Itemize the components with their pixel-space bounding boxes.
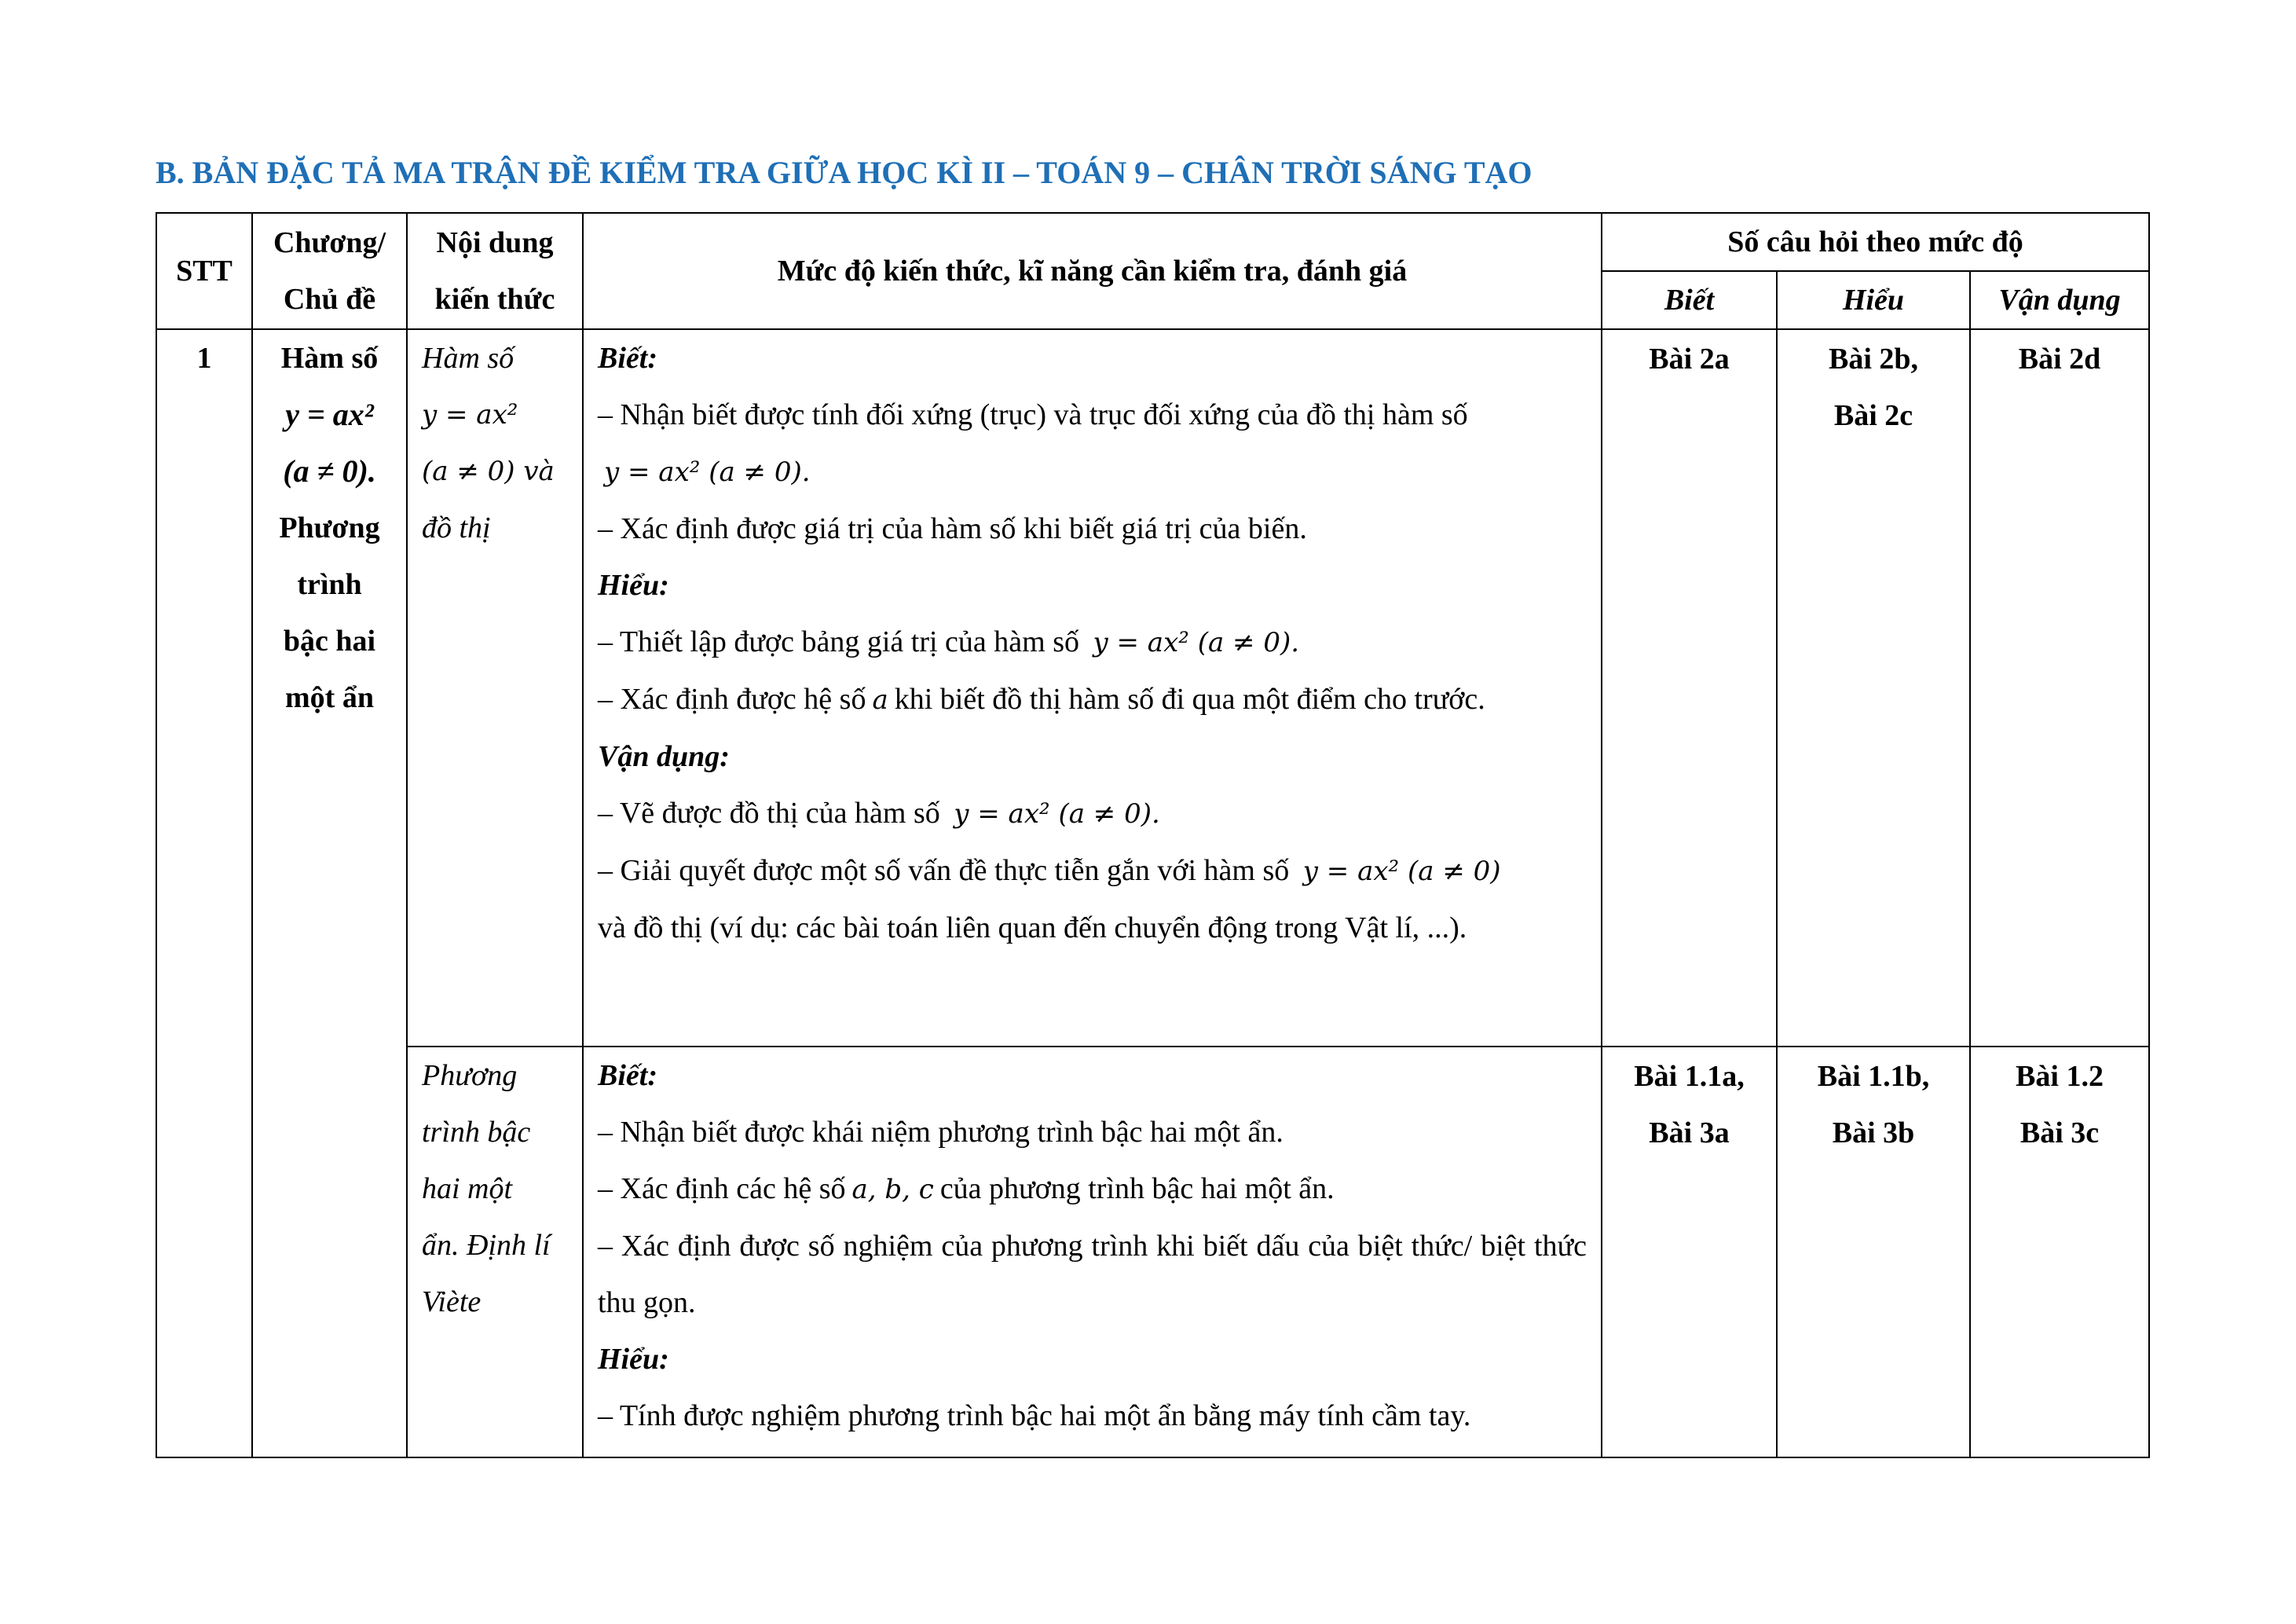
chapter-cell	[252, 329, 407, 1457]
chapter-name: Hàm số	[280, 342, 379, 375]
header-content-line1: Nội dung	[436, 226, 554, 259]
formula: y = ax² (a ≠ 0).	[1093, 627, 1300, 658]
count-know	[1602, 1047, 1777, 1457]
description-text: khi biết đồ thị hàm số đi qua một điểm cho trước.	[894, 683, 1485, 716]
description-item: – Nhận biết được khái niệm phương trình bậc hai một ẩn.	[598, 1116, 1283, 1149]
chapter-name2-line1: Phương	[279, 511, 380, 544]
formula: y = ax² (a ≠ 0).	[604, 456, 811, 488]
level-label-know: Biết:	[598, 1059, 657, 1092]
description-item: và đồ thị (ví dụ: các bài toán liên quan đến chuyển động trong Vật lí, ...).	[598, 911, 1467, 944]
description-text: – Xác định được hệ số	[598, 683, 866, 716]
header-chapter-line2: Chủ đề	[283, 283, 376, 316]
document-title: B. BẢN ĐẶC TẢ MA TRẬN ĐỀ KIỂM TRA GIỮA HỌC KÌ II – TOÁN 9 – CHÂN TRỜI SÁNG TẠO	[156, 155, 1532, 190]
count-item: Bài 2c	[1833, 399, 1913, 432]
level-label-understand: Hiểu:	[598, 1343, 669, 1376]
content-line: ẩn. Định lí	[422, 1229, 551, 1262]
chapter-formula: y = ax²	[285, 397, 374, 432]
content-line: Phương	[422, 1059, 518, 1092]
level-label-know: Biết:	[598, 342, 657, 375]
count-know: Bài 2a	[1602, 329, 1777, 1047]
formula: y = ax² (a ≠ 0).	[954, 798, 1160, 830]
header-chapter	[252, 213, 407, 329]
description-item	[598, 614, 1587, 671]
description-item: – Nhận biết được tính đối xứng (trục) và trục đối xứng của đồ thị hàm số	[598, 398, 1468, 431]
content-line: hai một	[422, 1172, 513, 1205]
count-understand	[1777, 329, 1970, 1047]
description-text: của phương trình bậc hai một ẩn.	[939, 1172, 1335, 1205]
description-item	[598, 785, 1587, 842]
table-row	[156, 329, 2149, 1047]
count-item: Bài 1.1a,	[1634, 1060, 1745, 1093]
content-line: đồ thị	[422, 511, 491, 544]
description-text: – Xác định các hệ số	[598, 1172, 846, 1205]
description-item: – Xác định được giá trị của hàm số khi biết giá trị của biến.	[598, 512, 1307, 545]
content-line: trình bậc	[422, 1116, 531, 1149]
description-cell	[583, 329, 1602, 1047]
level-label-understand: Hiểu:	[598, 569, 669, 602]
content-line: Viète	[422, 1285, 482, 1318]
description-text: – Thiết lập được bảng giá trị của hàm số	[598, 625, 1079, 658]
count-item: Bài 1.1b,	[1817, 1060, 1930, 1093]
table-row	[156, 1047, 2149, 1457]
header-description: Mức độ kiến thức, kĩ năng cần kiểm tra, đánh giá	[583, 213, 1602, 329]
description-item	[598, 842, 1587, 900]
content-formula: y = ax²	[422, 399, 518, 431]
header-row	[156, 213, 2149, 271]
header-content-line2: kiến thức	[434, 283, 555, 316]
count-apply	[1970, 1047, 2149, 1457]
header-level-understand: Hiểu	[1777, 271, 1970, 329]
content-cell	[407, 329, 583, 1047]
chapter-name2-line4: một ẩn	[285, 681, 374, 714]
description-formula-line	[598, 443, 1587, 500]
header-chapter-line1: Chương/	[273, 226, 386, 259]
count-item: Bài 2b,	[1828, 343, 1919, 376]
chapter-name2-line2: trình	[297, 568, 362, 601]
header-stt: STT	[156, 213, 252, 329]
specification-table	[156, 212, 2150, 1458]
description-text: – Giải quyết được một số vấn đề thực tiễn gắn với hàm số	[598, 854, 1290, 887]
description-item: – Xác định được số nghiệm của phương trình khi biết dấu của biệt thức/ biệt thức thu gọn.	[598, 1230, 1587, 1319]
count-item: Bài 3a	[1649, 1116, 1730, 1149]
description-cell	[583, 1047, 1602, 1457]
description-item	[598, 671, 1587, 728]
chapter-formula-condition: (a ≠ 0).	[283, 453, 376, 489]
content-formula-condition: (a ≠ 0) và	[422, 456, 555, 487]
description-text: – Vẽ được đồ thị của hàm số	[598, 797, 940, 830]
count-item: Bài 3b	[1832, 1116, 1915, 1149]
level-label-apply: Vận dụng:	[598, 740, 730, 773]
count-apply: Bài 2d	[1970, 329, 2149, 1047]
count-item: Bài 1.2	[2016, 1060, 2104, 1093]
row-stt: 1	[156, 329, 252, 1457]
formula: y = ax² (a ≠ 0)	[1302, 856, 1501, 887]
header-question-count: Số câu hỏi theo mức độ	[1602, 213, 2149, 271]
content-cell	[407, 1047, 583, 1457]
header-level-apply: Vận dụng	[1970, 271, 2149, 329]
header-level-know: Biết	[1602, 271, 1777, 329]
content-line: Hàm số	[422, 342, 514, 375]
chapter-name2-line3: bậc hai	[283, 625, 376, 658]
description-item	[598, 1160, 1587, 1218]
formula: a	[872, 684, 888, 716]
count-item: Bài 3c	[2020, 1116, 2100, 1149]
count-understand	[1777, 1047, 1970, 1457]
formula: a, b, c	[851, 1174, 934, 1205]
description-item: – Tính được nghiệm phương trình bậc hai một ẩn bằng máy tính cầm tay.	[598, 1399, 1471, 1432]
header-content	[407, 213, 583, 329]
